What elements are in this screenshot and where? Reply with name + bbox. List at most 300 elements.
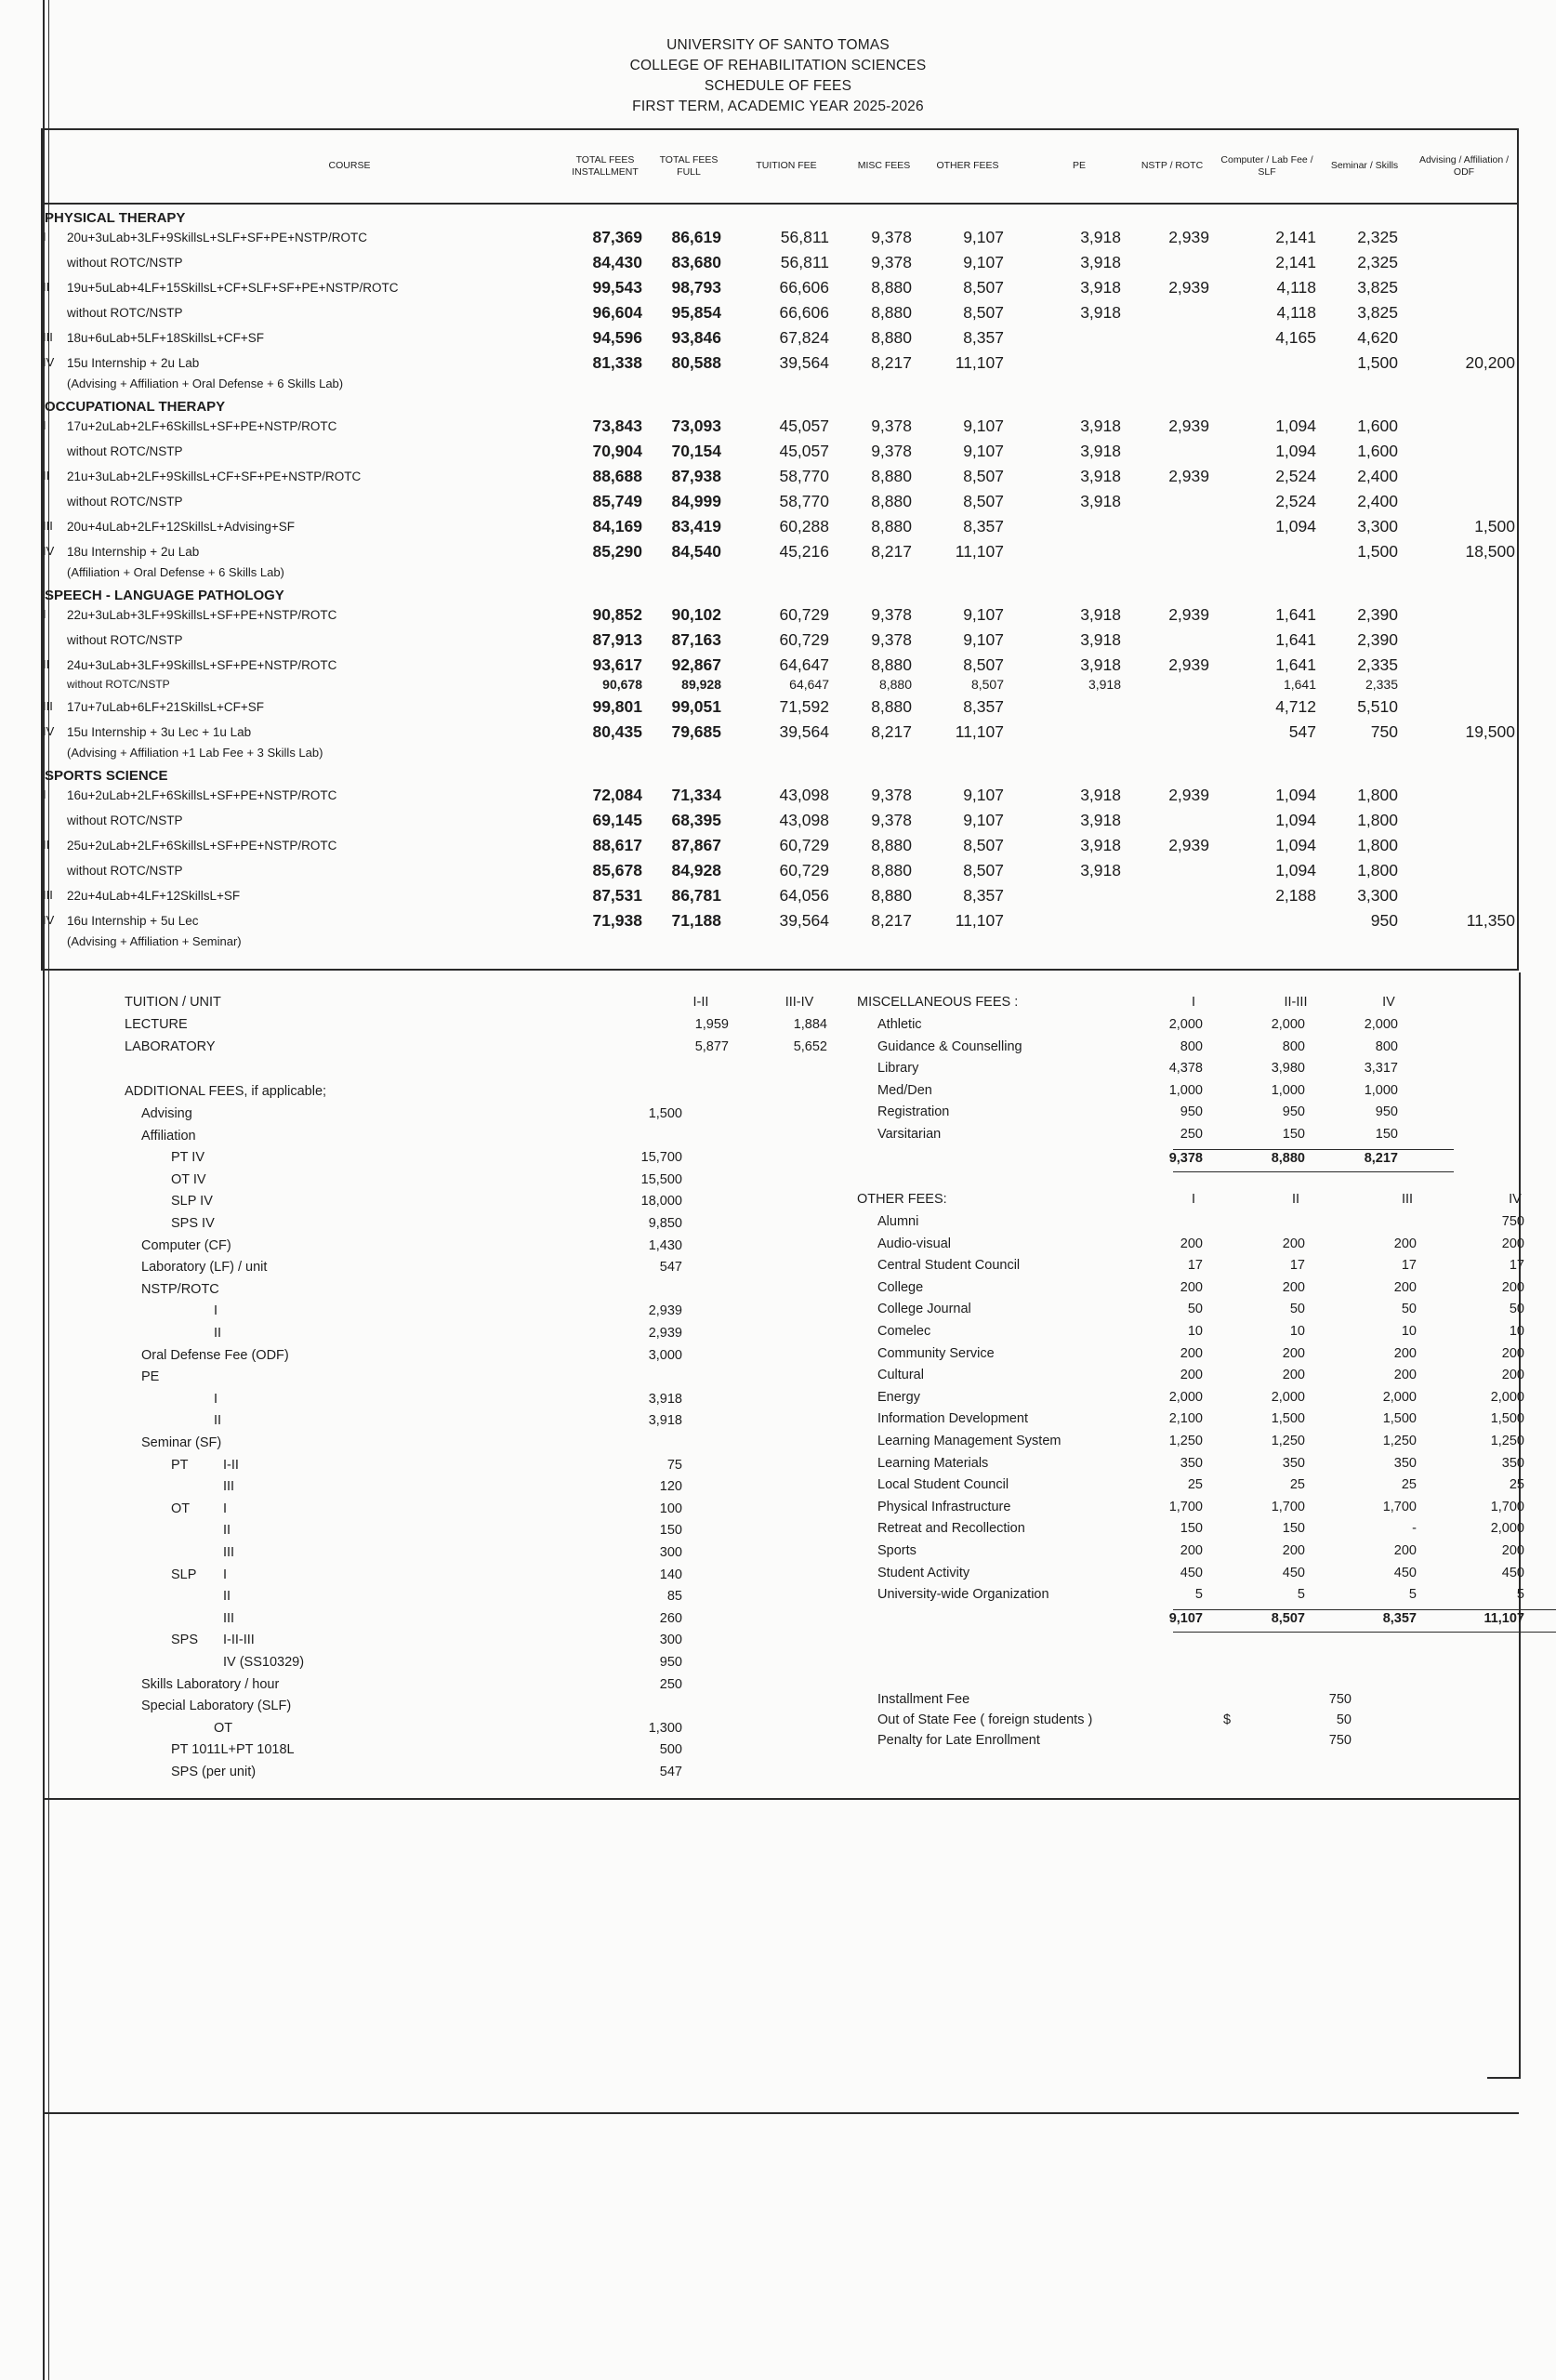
cell-tuition: 56,811	[780, 253, 829, 271]
cell-installment: 87,913	[592, 630, 642, 649]
header-seminar: Seminar / Skills	[1330, 160, 1399, 171]
cell-installment: 85,290	[592, 542, 642, 561]
tuition-unit-title: TUITION / UNIT	[125, 995, 221, 1010]
cell-tuition: 66,606	[779, 303, 829, 322]
cell-misc: 9,378	[871, 811, 912, 829]
cell-installment: 71,938	[592, 911, 642, 930]
table-row	[43, 694, 1517, 719]
cell-installment: 84,169	[592, 517, 642, 536]
cell-nstp: 2,939	[1168, 605, 1209, 624]
cell-nstp: 2,939	[1168, 786, 1209, 804]
other-fee-value: 350	[1282, 1455, 1305, 1471]
cell-full: 93,846	[671, 328, 721, 347]
course-load: 22u+3uLab+3LF+9SkillsL+SF+PE+NSTP/ROTC	[67, 608, 337, 622]
other-fee-value: 1,700	[1271, 1499, 1305, 1514]
cell-installment: 81,338	[592, 353, 642, 372]
cell-other: 8,507	[963, 861, 1004, 879]
other-fee-value: 25	[1187, 1477, 1203, 1493]
other-fee-label: College Journal	[877, 1302, 971, 1317]
cell-lab: 1,641	[1275, 655, 1316, 674]
other-fee-value: 450	[1282, 1565, 1305, 1580]
additional-fee-label: SPS (per unit)	[171, 1765, 257, 1779]
cell-nstp: 2,939	[1168, 228, 1209, 246]
misc-fee-label: Guidance & Counselling	[877, 1038, 1022, 1054]
other-fees-title: OTHER FEES:	[857, 1192, 947, 1207]
cell-seminar: 3,300	[1357, 886, 1398, 905]
table-row	[43, 350, 1517, 375]
cell-lab: 2,141	[1275, 228, 1316, 246]
course-load: 24u+3uLab+3LF+9SkillsL+SF+PE+NSTP/ROTC	[67, 658, 337, 672]
additional-fees-title: ADDITIONAL FEES, if applicable;	[125, 1084, 327, 1099]
extra-fee-label: Out of State Fee ( foreign students )	[877, 1712, 1093, 1727]
additional-fee-label: Advising	[141, 1106, 192, 1121]
header-installment: TOTAL FEES INSTALLMENT	[572, 154, 639, 178]
cell-full: 71,188	[671, 911, 721, 930]
cell-nstp: 2,939	[1168, 655, 1209, 674]
year-level: II	[43, 280, 50, 294]
cell-misc: 8,880	[871, 303, 912, 322]
cell-full: 86,781	[671, 886, 721, 905]
other-fee-value: 200	[1393, 1543, 1417, 1558]
cell-other: 9,107	[963, 630, 1004, 649]
other-fee-value: 2,000	[1271, 1389, 1305, 1405]
additional-fee-value: 2,939	[648, 1303, 682, 1319]
cell-tuition: 64,647	[789, 677, 829, 692]
cell-pe: 3,918	[1080, 416, 1121, 435]
misc-fee-label: Athletic	[877, 1017, 922, 1032]
course-load: 15u Internship + 2u Lab	[67, 356, 200, 370]
cell-seminar: 750	[1370, 722, 1398, 741]
extra-fee-value: 50	[1336, 1712, 1352, 1727]
cell-pe: 3,918	[1080, 467, 1121, 485]
cell-installment: 87,531	[592, 886, 642, 905]
other-fee-label: Central Student Council	[877, 1258, 1021, 1274]
misc-fee-value: 250	[1180, 1127, 1203, 1142]
year-level: II	[43, 657, 50, 671]
cell-full: 86,619	[671, 228, 721, 246]
cell-nstp: 2,939	[1168, 836, 1209, 854]
additional-fee-label: Skills Laboratory / hour	[141, 1676, 280, 1692]
cell-installment: 72,084	[592, 786, 642, 804]
misc-fee-value: 3,980	[1271, 1061, 1305, 1077]
other-fee-total: 9,107	[1168, 1610, 1203, 1626]
cell-pe: 3,918	[1088, 677, 1121, 692]
cell-lab: 1,094	[1275, 416, 1316, 435]
cell-full: 87,867	[671, 836, 721, 854]
additional-fee-label: PT 1011L+PT 1018L	[171, 1742, 295, 1758]
extra-fee-currency: $	[1223, 1712, 1232, 1727]
other-fee-label: Physical Infrastructure	[877, 1499, 1011, 1514]
additional-fee-sub: I	[223, 1567, 228, 1582]
cell-tuition: 39,564	[779, 722, 829, 741]
year-level: III	[43, 699, 53, 713]
other-fee-value: 200	[1282, 1345, 1305, 1361]
cell-misc: 8,880	[871, 697, 912, 716]
course-load: 25u+2uLab+2LF+6SkillsL+SF+PE+NSTP/ROTC	[67, 839, 337, 853]
cell-seminar: 1,800	[1357, 836, 1398, 854]
cell-lab: 1,641	[1275, 605, 1316, 624]
extra-fee-label: Installment Fee	[877, 1692, 970, 1707]
cell-misc: 8,217	[871, 722, 912, 741]
table-row	[43, 907, 1517, 932]
cell-misc: 8,880	[871, 278, 912, 297]
cell-installment: 84,430	[592, 253, 642, 271]
cell-misc: 9,378	[871, 786, 912, 804]
cell-full: 84,540	[671, 542, 721, 561]
misc-fee-value: 1,000	[1364, 1082, 1398, 1098]
cell-misc: 8,880	[878, 677, 912, 692]
other-fee-value: 200	[1180, 1279, 1203, 1295]
cell-seminar: 3,300	[1357, 517, 1398, 536]
additional-fee-value: 120	[659, 1479, 682, 1495]
cell-other: 11,107	[955, 542, 1004, 561]
additional-fee-value: 300	[659, 1545, 682, 1560]
other-fee-value: 200	[1501, 1236, 1524, 1251]
additional-fee-sub: III	[223, 1545, 235, 1560]
cell-lab: 2,141	[1275, 253, 1316, 271]
other-fee-value: 1,500	[1271, 1411, 1305, 1427]
row-note: (Advising + Affiliation +1 Lab Fee + 3 Skills Lab)	[67, 746, 323, 760]
additional-fee-value: 3,000	[648, 1347, 682, 1363]
extra-fee-value: 750	[1328, 1733, 1352, 1748]
cell-tuition: 45,057	[779, 416, 829, 435]
cell-pe: 3,918	[1080, 303, 1121, 322]
additional-fee-label: NSTP/ROTC	[141, 1281, 219, 1297]
cell-seminar: 950	[1370, 911, 1398, 930]
cell-tuition: 45,057	[779, 442, 829, 460]
cell-pe: 3,918	[1080, 861, 1121, 879]
section-title: OCCUPATIONAL THERAPY	[45, 399, 226, 415]
table-row	[43, 538, 1517, 563]
page-bottom-border	[43, 2112, 1519, 2114]
cell-seminar: 3,825	[1357, 278, 1398, 297]
cell-other: 9,107	[963, 811, 1004, 829]
year-level: I	[43, 787, 46, 801]
other-fee-value: 50	[1289, 1302, 1305, 1317]
cell-seminar: 1,600	[1357, 416, 1398, 435]
additional-fee-sub: I-II-III	[223, 1633, 255, 1648]
other-fee-value: 200	[1180, 1543, 1203, 1558]
other-fee-value: 1,700	[1490, 1499, 1524, 1514]
cell-seminar: 3,825	[1357, 303, 1398, 322]
lecture-label: LECTURE	[125, 1017, 188, 1032]
cell-lab: 2,524	[1275, 467, 1316, 485]
cell-tuition: 60,729	[779, 630, 829, 649]
other-col-header: I	[1191, 1192, 1196, 1207]
other-fee-value: 10	[1401, 1324, 1417, 1339]
cell-other: 8,507	[963, 655, 1004, 674]
cell-lab: 547	[1288, 722, 1316, 741]
cell-tuition: 60,729	[779, 836, 829, 854]
tuition-col-1: I-II	[692, 995, 709, 1010]
additional-fee-value: 100	[659, 1501, 682, 1516]
table-row	[43, 652, 1517, 677]
misc-fee-value: 2,000	[1271, 1017, 1305, 1032]
other-fee-label: Sports	[877, 1543, 916, 1558]
cell-other: 8,507	[963, 467, 1004, 485]
laboratory-label: LABORATORY	[125, 1039, 216, 1054]
cell-other: 11,107	[955, 911, 1004, 930]
other-fee-value: 200	[1282, 1236, 1305, 1251]
cell-pe: 3,918	[1080, 278, 1121, 297]
header-course: COURSE	[328, 160, 371, 171]
cell-other: 8,507	[970, 677, 1004, 692]
cell-installment: 88,688	[592, 467, 642, 485]
cell-pe: 3,918	[1080, 836, 1121, 854]
cell-installment: 80,435	[592, 722, 642, 741]
row-note: (Affiliation + Oral Defense + 6 Skills Lab)	[67, 565, 284, 579]
other-col-header: IV	[1509, 1192, 1522, 1207]
cell-full: 87,163	[671, 630, 721, 649]
additional-fee-sub: II	[223, 1523, 231, 1539]
document-header	[0, 35, 1556, 117]
cell-other: 8,507	[963, 492, 1004, 510]
cell-tuition: 66,606	[779, 278, 829, 297]
table-row	[43, 832, 1517, 857]
table-row	[43, 249, 1517, 274]
term-label: FIRST TERM, ACADEMIC YEAR 2025-2026	[632, 99, 924, 114]
cell-tuition: 43,098	[779, 786, 829, 804]
other-fee-label: University-wide Organization	[877, 1587, 1049, 1603]
cell-seminar: 2,400	[1357, 492, 1398, 510]
additional-fee-value: 950	[659, 1655, 682, 1670]
cell-installment: 96,604	[592, 303, 642, 322]
cell-installment: 90,678	[602, 677, 642, 692]
cell-other: 11,107	[955, 353, 1004, 372]
cell-lab: 1,094	[1275, 836, 1316, 854]
additional-fee-label: Seminar (SF)	[141, 1435, 222, 1450]
additional-fee-sub: I	[223, 1501, 228, 1516]
cell-seminar: 1,800	[1357, 811, 1398, 829]
cell-other: 9,107	[963, 416, 1004, 435]
header-nstp: NSTP / ROTC	[1141, 160, 1204, 171]
cell-tuition: 56,811	[780, 228, 829, 246]
document-title: SCHEDULE OF FEES	[704, 78, 852, 94]
other-fee-value: 17	[1187, 1258, 1203, 1274]
misc-fee-label: Med/Den	[877, 1082, 932, 1098]
cell-other: 8,507	[963, 303, 1004, 322]
cell-full: 83,419	[671, 517, 721, 536]
course-load: 17u+2uLab+2LF+6SkillsL+SF+PE+NSTP/ROTC	[67, 419, 337, 433]
other-fee-value: 200	[1180, 1345, 1203, 1361]
cell-seminar: 1,800	[1357, 786, 1398, 804]
other-fee-value: 1,250	[1168, 1434, 1203, 1448]
cell-nstp: 2,939	[1168, 416, 1209, 435]
other-fee-value: 10	[1187, 1324, 1203, 1339]
other-fee-value: 350	[1180, 1455, 1203, 1471]
course-load: 21u+3uLab+2LF+9SkillsL+CF+SF+PE+NSTP/ROTC	[67, 469, 362, 483]
misc-fee-value: 4,378	[1168, 1061, 1203, 1077]
cell-full: 98,793	[671, 278, 721, 297]
cell-lab: 1,094	[1275, 786, 1316, 804]
year-level: III	[43, 330, 53, 344]
cell-installment: 99,801	[592, 697, 642, 716]
cell-full: 68,395	[671, 811, 721, 829]
cell-installment: 73,843	[592, 416, 642, 435]
other-fee-value: 1,500	[1382, 1411, 1417, 1427]
additional-fee-value: 75	[666, 1457, 682, 1473]
course-load: 17u+7uLab+6LF+21SkillsL+CF+SF	[67, 700, 265, 714]
cell-full: 80,588	[671, 353, 721, 372]
cell-misc: 8,217	[871, 911, 912, 930]
cell-seminar: 2,390	[1357, 605, 1398, 624]
cell-pe: 3,918	[1080, 630, 1121, 649]
additional-fee-label: SPS IV	[171, 1216, 215, 1231]
course-load: 20u+4uLab+2LF+12SkillsL+Advising+SF	[67, 520, 296, 534]
cell-seminar: 1,800	[1357, 861, 1398, 879]
cell-full: 90,102	[671, 605, 721, 624]
cell-lab: 4,712	[1275, 697, 1316, 716]
other-fee-value: 150	[1282, 1521, 1305, 1537]
cell-installment: 69,145	[592, 811, 642, 829]
course-load: without ROTC/NSTP	[67, 864, 183, 878]
year-level: IV	[43, 544, 55, 558]
additional-fee-value: 1,300	[648, 1720, 682, 1736]
cell-tuition: 45,216	[779, 542, 829, 561]
cell-other: 8,357	[963, 517, 1004, 536]
misc-fee-value: 800	[1375, 1038, 1398, 1054]
laboratory-rate-2: 5,652	[793, 1039, 827, 1054]
other-fee-label: Learning Management System	[877, 1434, 1062, 1448]
other-fee-value: 2,000	[1490, 1389, 1524, 1405]
additional-fee-value: 547	[659, 1765, 682, 1779]
other-fee-value: 5	[1194, 1587, 1203, 1603]
cell-tuition: 71,592	[779, 697, 829, 716]
additional-fee-sub: I-II	[223, 1457, 239, 1473]
additional-fee-value: 85	[666, 1589, 682, 1605]
misc-fee-value: 800	[1180, 1038, 1203, 1054]
table-row	[43, 807, 1517, 832]
other-fee-value: 450	[1393, 1565, 1417, 1580]
cell-pe: 3,918	[1080, 492, 1121, 510]
course-load: without ROTC/NSTP	[67, 306, 183, 320]
table-row	[43, 677, 1517, 694]
cell-full: 89,928	[681, 677, 721, 692]
misc-total-rule-bottom	[1173, 1171, 1454, 1172]
misc-fee-total: 8,217	[1364, 1150, 1398, 1166]
cell-misc: 8,880	[871, 886, 912, 905]
additional-fee-value: 1,430	[648, 1237, 682, 1253]
additional-fee-label: Laboratory (LF) / unit	[141, 1260, 268, 1276]
other-fee-value: 200	[1282, 1279, 1305, 1295]
additional-fee-value: 140	[659, 1567, 682, 1582]
misc-fee-value: 950	[1375, 1104, 1398, 1120]
other-col-header: II	[1291, 1192, 1300, 1207]
misc-fee-value: 150	[1282, 1127, 1305, 1142]
other-fee-label: Cultural	[877, 1368, 924, 1383]
note-row	[43, 932, 1517, 958]
cell-other: 8,357	[963, 886, 1004, 905]
misc-col-header: II-III	[1284, 995, 1308, 1010]
cell-tuition: 58,770	[779, 467, 829, 485]
misc-fee-value: 150	[1375, 1127, 1398, 1142]
year-level: II	[43, 469, 50, 483]
additional-fee-value: 500	[659, 1742, 682, 1758]
header-tuition: TUITION FEE	[756, 160, 817, 171]
cell-seminar: 2,400	[1357, 467, 1398, 485]
table-row	[43, 274, 1517, 299]
cell-other: 9,107	[963, 786, 1004, 804]
header-full: TOTAL FEES FULL	[659, 154, 719, 178]
cell-full: 84,999	[671, 492, 721, 510]
cell-lab: 2,524	[1275, 492, 1316, 510]
additional-fee-value: 15,700	[640, 1150, 682, 1166]
cell-misc: 9,378	[871, 253, 912, 271]
table-row	[43, 782, 1517, 807]
cell-nstp: 2,939	[1168, 467, 1209, 485]
misc-col-header: I	[1191, 995, 1196, 1010]
other-fee-value: 17	[1289, 1258, 1305, 1274]
year-level: IV	[43, 724, 55, 738]
cell-tuition: 60,288	[779, 517, 829, 536]
other-fee-value: 1,700	[1168, 1499, 1203, 1514]
additional-fee-label: Oral Defense Fee (ODF)	[141, 1347, 289, 1363]
additional-fee-label: I	[214, 1391, 218, 1407]
cell-installment: 87,369	[592, 228, 642, 246]
additional-fee-label: SPS	[171, 1633, 199, 1648]
year-level: III	[43, 519, 53, 533]
cell-lab: 4,165	[1275, 328, 1316, 347]
additional-fee-label: OT	[214, 1720, 233, 1736]
other-fee-value: 350	[1393, 1455, 1417, 1471]
misc-fee-value: 800	[1282, 1038, 1305, 1054]
other-fee-label: Student Activity	[877, 1565, 970, 1580]
cell-other: 8,357	[963, 328, 1004, 347]
year-level: II	[43, 838, 50, 852]
cell-installment: 99,543	[592, 278, 642, 297]
other-fee-total: 8,357	[1382, 1610, 1417, 1626]
additional-fee-label: OT IV	[171, 1171, 206, 1187]
other-fee-value: 50	[1509, 1302, 1524, 1317]
year-level: IV	[43, 913, 55, 927]
lower-section-bottom-border	[43, 1798, 1519, 1800]
cell-seminar: 2,325	[1357, 253, 1398, 271]
cell-full: 92,867	[671, 655, 721, 674]
cell-seminar: 1,500	[1357, 353, 1398, 372]
cell-installment: 90,852	[592, 605, 642, 624]
cell-misc: 8,880	[871, 328, 912, 347]
misc-fee-value: 1,000	[1168, 1082, 1203, 1098]
other-fee-label: Comelec	[877, 1324, 931, 1339]
cell-installment: 94,596	[592, 328, 642, 347]
course-load: 16u Internship + 5u Lec	[67, 914, 199, 928]
year-level: I	[43, 230, 46, 244]
tuition-col-2: III-IV	[785, 995, 814, 1010]
table-row	[43, 324, 1517, 350]
other-fee-value: 750	[1501, 1214, 1524, 1229]
other-fee-label: Information Development	[877, 1411, 1028, 1427]
other-fee-value: 1,500	[1490, 1411, 1524, 1427]
other-fee-value: 1,250	[1382, 1434, 1417, 1448]
additional-fee-value: 15,500	[640, 1171, 682, 1187]
cell-seminar: 2,335	[1357, 655, 1398, 674]
cell-lab: 1,094	[1275, 442, 1316, 460]
other-fee-value: 450	[1501, 1565, 1524, 1580]
cell-advising: 20,200	[1465, 353, 1515, 372]
cell-seminar: 4,620	[1357, 328, 1398, 347]
other-fee-value: 25	[1509, 1477, 1524, 1493]
cell-misc: 8,217	[871, 353, 912, 372]
cell-other: 8,507	[963, 278, 1004, 297]
other-fee-value: 5	[1408, 1587, 1417, 1603]
other-fee-value: 200	[1180, 1236, 1203, 1251]
additional-fee-value: 9,850	[648, 1216, 682, 1231]
other-fee-value: 50	[1187, 1302, 1203, 1317]
cell-misc: 9,378	[871, 442, 912, 460]
university-name: UNIVERSITY OF SANTO TOMAS	[666, 37, 890, 53]
cell-tuition: 64,647	[779, 655, 829, 674]
cell-pe: 3,918	[1080, 655, 1121, 674]
